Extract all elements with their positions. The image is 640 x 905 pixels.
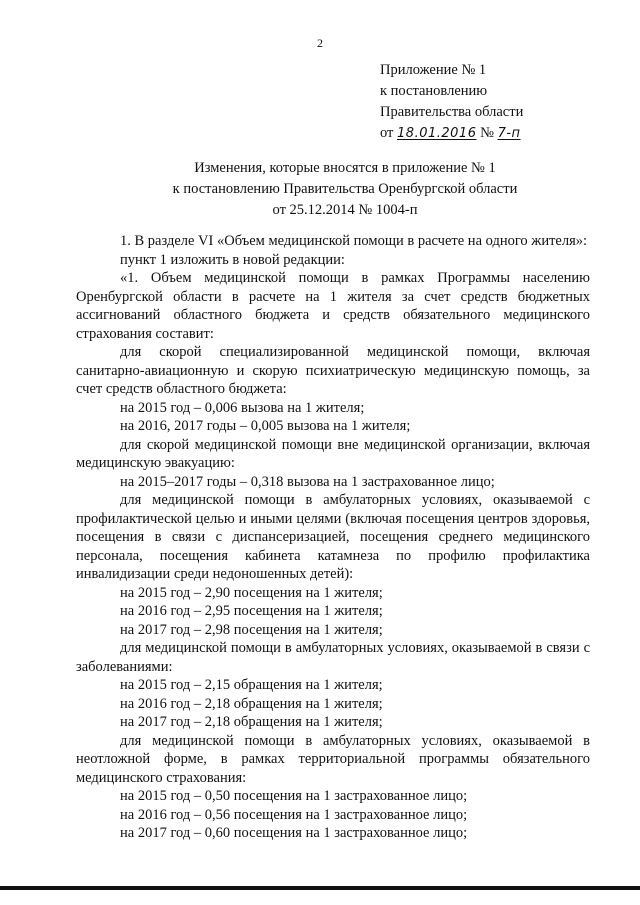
paragraph: на 2017 год – 2,98 посещения на 1 жителя; — [120, 621, 383, 638]
handwritten-number: 7-п — [497, 126, 521, 141]
paragraph: на 2017 год – 0,60 посещения на 1 застрахованное лицо; — [120, 825, 468, 841]
document-body — [76, 232, 590, 843]
paragraph: на 2015 год – 0,50 посещения на 1 застрахованное лицо; — [120, 788, 468, 804]
paragraph: на 2016 год – 2,18 обращения на 1 жителя; — [120, 695, 383, 712]
paragraph: на 2015–2017 годы – 0,318 вызова на 1 застрахованное лицо; — [120, 473, 495, 490]
document-title — [60, 158, 630, 221]
appendix-date-line — [380, 123, 523, 144]
appendix-line-2: к постановлению — [380, 83, 488, 99]
page-number: 2 — [317, 36, 323, 50]
paragraph: для скорой специализированной медицинской помощи, включая санитарно-авиационную и скорую психиатрическую медицинскую помощь, за счет средств областного бюджета: — [76, 344, 590, 397]
paragraph: для медицинской помощи в амбулаторных условиях, оказываемой в неотложной форме, в рамках территориальной программы обязательного медицинского страхования: — [76, 732, 590, 786]
paragraph: пункт 1 изложить в новой редакции: — [120, 251, 345, 268]
appendix-header — [380, 60, 523, 144]
title-line-2: к постановлению Правительства Оренбургской области — [172, 181, 518, 197]
paragraph: на 2016 год – 2,95 посещения на 1 жителя; — [120, 603, 383, 619]
paragraph: для медицинской помощи в амбулаторных условиях, оказываемой с профилактической целью и иными целями (включая посещения центров здоровья, посещения в связи с диспансеризацией, посещения среднего медицинского персонала, посещения кабинета катамнеза по профилю профилактика инвалидизации среди недоношенных детей): — [76, 492, 590, 582]
handwritten-date: 18.01.2016 — [397, 126, 477, 141]
paragraph: «1. Объем медицинской помощи в рамках Программы населению Оренбургской области в расчете на 1 жителя за счет средств бюджетных ассигнований областного бюджета и средств обязательного медицинского страхования составит: — [76, 270, 590, 342]
number-sign: № — [480, 125, 494, 141]
date-prefix: от — [380, 125, 394, 141]
paragraph: для скорой медицинской помощи вне медицинской организации, включая медицинскую эвакуацию: — [76, 436, 590, 471]
appendix-line-1: Приложение № 1 — [380, 62, 487, 78]
bottom-border — [0, 886, 640, 890]
appendix-line-3: Правительства области — [380, 104, 524, 120]
paragraph: 1. В разделе VI «Объем медицинской помощи в расчете на одного жителя»: — [120, 233, 588, 249]
title-line-3: от 25.12.2014 № 1004-п — [272, 202, 418, 218]
paragraph: на 2015 год – 0,006 вызова на 1 жителя; — [120, 399, 365, 416]
paragraph: на 2016 год – 0,56 посещения на 1 застрахованное лицо; — [120, 806, 468, 823]
paragraph: на 2015 год – 2,15 обращения на 1 жителя; — [120, 677, 383, 693]
paragraph: на 2016, 2017 годы – 0,005 вызова на 1 жителя; — [120, 418, 411, 434]
title-line-1: Изменения, которые вносятся в приложение № 1 — [194, 160, 496, 176]
paragraph: на 2015 год – 2,90 посещения на 1 жителя; — [120, 584, 383, 601]
paragraph: на 2017 год – 2,18 обращения на 1 жителя; — [120, 714, 383, 730]
paragraph: для медицинской помощи в амбулаторных условиях, оказываемой в связи с заболеваниями: — [76, 640, 590, 675]
